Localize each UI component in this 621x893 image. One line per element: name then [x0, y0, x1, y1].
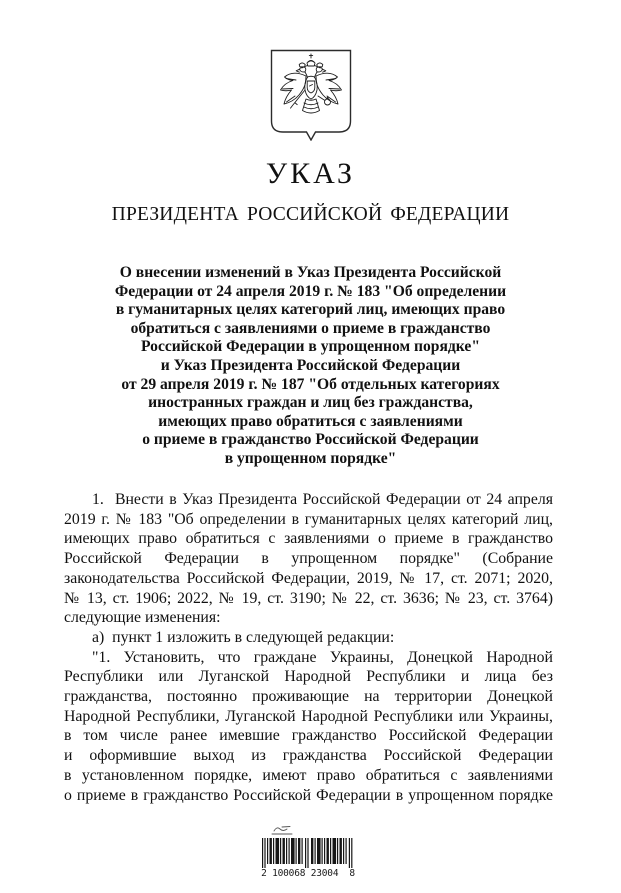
subject-line: О внесении изменений в Указ Президента Российской	[119, 264, 502, 281]
body-line: о приеме в гражданство Российской Федерации в упрощенном порядке	[64, 786, 553, 804]
subject-line: обратиться с заявлениями о приеме в гражданство	[130, 319, 491, 337]
barcode-bars-icon	[262, 838, 354, 868]
barcode-digits: 2 100068 23004 8	[261, 868, 355, 879]
body-line: в том числе ранее имевшие гражданство Российской Федерации	[64, 727, 553, 745]
barcode	[256, 824, 360, 879]
russian-coat-of-arms-icon	[270, 49, 352, 141]
body-line: а) пункт 1 изложить в следующей редакции:	[92, 628, 395, 646]
subject-line: о приеме в гражданство Российской Федерации	[142, 431, 479, 449]
body-line: 1. Внести в Указ Президента Российской Федерации от 24 апреля	[92, 491, 553, 508]
decree-subject	[30, 264, 591, 469]
subject-line: имеющих право обратиться с заявлениями	[158, 412, 463, 430]
body-line: "1. Установить, что граждане Украины, Донецкой Народной	[92, 648, 553, 666]
subject-line: Российской Федерации в упрощенном порядке"	[141, 338, 480, 356]
subject-line: иностранных граждан и лиц без гражданства,	[148, 394, 473, 412]
body-line: и оформившие выход из гражданства Российской Федерации	[64, 747, 553, 765]
document-type-title: УКАЗ	[265, 157, 356, 190]
body-line: следующие изменения:	[64, 609, 221, 627]
issuing-authority: ПРЕЗИДЕНТА РОССИЙСКОЙ ФЕДЕРАЦИИ	[111, 204, 510, 225]
body-line: законодательства Российской Федерации, 2019, № 17, ст. 2071; 2020,	[64, 569, 553, 587]
body-line: № 13, ст. 1906; 2022, № 19, ст. 3190; № 22, ст. 3636; № 23, ст. 3764)	[64, 589, 553, 607]
decree-body	[64, 490, 553, 805]
body-line: Республики или Луганской Народной Республики и лица без	[64, 668, 553, 686]
body-line: в установленном порядке, имеют право обратиться с заявлениями	[64, 766, 553, 784]
service-mark-icon	[270, 824, 304, 837]
subject-line: Федерации от 24 апреля 2019 г. № 183 "Об определении	[114, 282, 507, 300]
body-line: имеющих право обратиться с заявлениями о приеме в гражданство	[64, 530, 553, 548]
body-line: Народной Республики, Луганской Народной Республики или Украины,	[64, 707, 553, 725]
subject-line: в упрощенном порядке"	[224, 449, 397, 467]
subject-line: в гуманитарных целях категорий лиц, имеющих право	[115, 301, 506, 319]
subject-line: от 29 апреля 2019 г. № 187 "Об отдельных категориях	[121, 375, 500, 393]
body-line: Российской Федерации в упрощенном порядке" (Собрание	[64, 550, 553, 568]
body-line: гражданства, постоянно проживающие на территории Донецкой	[64, 688, 553, 706]
body-line: 2019 г. № 183 "Об определении в гуманитарных целях категорий лиц,	[64, 510, 553, 528]
subject-line: и Указ Президента Российской Федерации	[160, 356, 461, 374]
